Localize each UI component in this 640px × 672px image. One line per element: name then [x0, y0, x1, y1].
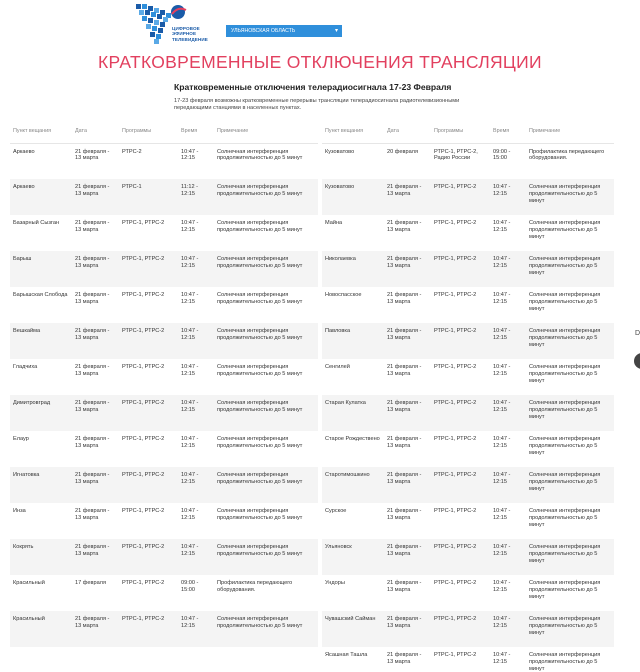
cell-time: 10:47 - 12:15: [493, 220, 511, 233]
cell-programs: РТРС-1, РТРС-2: [119, 539, 178, 575]
cell-date: 21 февраля - 13 марта: [384, 467, 431, 503]
table-row: [10, 575, 318, 611]
cell-date: 21 февраля - 13 марта: [75, 508, 110, 521]
cell-time: 10:47 - 12:15: [490, 611, 526, 647]
cell-date: 21 февраля - 13 марта: [387, 292, 422, 305]
cell-programs: РТРС-1, РТРС-2: [434, 292, 477, 298]
cell-programs: РТРС-1, РТРС-2: [122, 220, 165, 226]
cell-time: 10:47 - 12:15: [493, 652, 511, 665]
cell-date: 17 февраля: [75, 580, 106, 586]
cell-place: Старотимошкино: [322, 467, 384, 503]
cell-note: Солнечная интерференция продолжительностью до 5 минут: [217, 436, 303, 449]
page-title: КРАТКОВРЕМЕННЫЕ ОТКЛЮЧЕНИЯ ТРАНСЛЯЦИИ: [98, 52, 542, 72]
cell-programs: РТРС-1, РТРС-2: [122, 436, 165, 442]
cell-note: Солнечная интерференция продолжительностью до 5 минут: [214, 251, 318, 287]
cell-time: 10:47 - 12:15: [493, 436, 511, 449]
table-row: [322, 287, 614, 323]
cell-time: 10:47 - 12:15: [181, 364, 199, 377]
cell-date: 21 февраля - 13 марта: [384, 179, 431, 215]
cell-time: 10:47 - 12:15: [178, 611, 214, 647]
table-row: [322, 611, 614, 647]
table-row: [10, 179, 318, 215]
cell-date: 21 февраля - 13 марта: [387, 436, 422, 449]
cell-place: Гладчиха: [13, 364, 38, 370]
cell-place: Старое Рождествено: [325, 436, 380, 442]
cell-note: Солнечная интерференция продолжительностью до 5 минут: [526, 611, 614, 647]
cell-time: 10:47 - 12:15: [490, 467, 526, 503]
cell-programs: РТРС-1, РТРС-2: [119, 251, 178, 287]
table-row: [322, 647, 614, 672]
cell-note: Профилактика передающего оборудования.: [217, 580, 293, 593]
cell-programs: РТРС-1, РТРС-2: [119, 467, 178, 503]
cell-note: Солнечная интерференция продолжительностью до 5 минут: [214, 611, 318, 647]
cell-date: 21 февраля - 13 марта: [384, 611, 431, 647]
table-row: [10, 323, 318, 359]
cell-note: Солнечная интерференция продолжительностью до 5 минут: [529, 508, 601, 528]
cell-note: Солнечная интерференция продолжительностью до 5 минут: [529, 292, 601, 312]
cell-note: Солнечная интерференция продолжительностью до 5 минут: [214, 467, 318, 503]
cell-place: Ундоры: [325, 580, 345, 586]
cell-time: 10:47 - 12:15: [178, 323, 214, 359]
cell-date: 21 февраля - 13 марта: [75, 364, 110, 377]
cell-programs: РТРС-1, РТРС-2: [122, 580, 165, 586]
cell-note: Солнечная интерференция продолжительностью до 5 минут: [217, 508, 303, 521]
cell-time: 10:47 - 12:15: [490, 179, 526, 215]
table-row: [322, 215, 614, 251]
cell-date: 21 февраля - 13 марта: [72, 611, 119, 647]
cell-note: Солнечная интерференция продолжительностью до 5 минут: [526, 323, 614, 359]
cell-time: 10:47 - 12:15: [490, 323, 526, 359]
table-row: [10, 359, 318, 395]
cell-programs: РТРС-1, РТРС-2: [431, 179, 490, 215]
table-row: [322, 575, 614, 611]
cell-note: Солнечная интерференция продолжительностью до 5 минут: [529, 652, 601, 672]
table-row: [322, 431, 614, 467]
region-select-label: УЛЬЯНОВСКАЯ ОБЛАСТЬ: [231, 28, 296, 34]
cell-place: Барыш: [10, 251, 72, 287]
cell-programs: РТРС-1, РТРС-2: [434, 220, 477, 226]
cell-place: Кокрять: [10, 539, 72, 575]
table-row: [10, 395, 318, 431]
intro-text: 17-23 февраля возможны кратковременные перерывы трансляции телерадиосигнала радиотелевизионными передающими станциями в населенных пунктах.: [174, 98, 460, 111]
cell-time: 10:47 - 12:15: [493, 580, 511, 593]
cell-programs: РТРС-1, РТРС-2, Радио России: [434, 148, 478, 162]
cell-date: 21 февраля - 13 марта: [72, 323, 119, 359]
cell-date: 21 февраля - 13 марта: [384, 395, 431, 431]
table-row: [322, 179, 614, 215]
cell-programs: РТРС-1, РТРС-2: [434, 364, 477, 370]
table-row: [10, 143, 318, 179]
cell-programs: РТРС-2: [122, 148, 142, 155]
table-row: [322, 143, 614, 179]
cell-programs: РТРС-1, РТРС-2: [119, 611, 178, 647]
cell-place: Красильный: [10, 611, 72, 647]
cell-programs: РТРС-1, РТРС-2: [431, 539, 490, 575]
cell-date: 21 февраля - 13 марта: [75, 292, 110, 305]
column-header: Пункт вещания: [322, 124, 384, 143]
cell-programs: РТРС-1, РТРС-2: [122, 508, 165, 514]
cell-note: Солнечная интерференция продолжительностью до 5 минут: [214, 539, 318, 575]
cell-programs: РТРС-1, РТРС-2: [431, 467, 490, 503]
cell-time: 10:47 - 12:15: [493, 364, 511, 377]
cell-date: 21 февраля - 13 марта: [387, 508, 422, 521]
cell-time: 09:00 - 15:00: [181, 580, 199, 593]
column-header: Примечание: [214, 124, 318, 143]
cell-note: Солнечная интерференция продолжительностью до 5 минут: [526, 179, 614, 215]
cell-note: Солнечная интерференция продолжительностью до 5 минут: [529, 364, 601, 384]
cell-time: 10:47 - 12:15: [181, 292, 199, 305]
cell-place: Игнатовка: [10, 467, 72, 503]
cell-time: 10:47 - 12:15: [493, 508, 511, 521]
column-header: Программы: [119, 124, 178, 143]
cell-time: 10:47 - 12:15: [178, 539, 214, 575]
cell-note: Солнечная интерференция продолжительностью до 5 минут: [529, 436, 601, 456]
cell-time: 10:47 - 12:15: [490, 539, 526, 575]
cell-date: 21 февраля - 13 марта: [384, 323, 431, 359]
cell-place: Новоспасское: [325, 292, 362, 298]
cell-programs: РТРС-1, РТРС-2: [434, 436, 477, 442]
cell-date: 21 февраля - 13 марта: [75, 220, 110, 233]
cell-place: Ясашная Ташла: [325, 652, 368, 658]
cell-programs: РТРС-1, РТРС-2: [119, 395, 178, 431]
table-row: [322, 323, 614, 359]
cell-date: 21 февраля - 13 марта: [387, 652, 422, 665]
cell-time: 10:47 - 12:15: [490, 395, 526, 431]
cell-note: Солнечная интерференция продолжительностью до 5 минут: [526, 539, 614, 575]
cell-date: 20 февраля: [387, 148, 418, 155]
cell-date: 21 февраля - 13 марта: [387, 220, 422, 233]
cell-place: Николаевка: [322, 251, 384, 287]
cell-date: 21 февраля - 13 марта: [75, 436, 110, 449]
table-row: [10, 611, 318, 647]
cell-place: Димитровград: [10, 395, 72, 431]
column-header: Время: [178, 124, 214, 143]
table-row: [322, 395, 614, 431]
cell-place: Старая Кулатка: [322, 395, 384, 431]
cell-place: Сурское: [325, 508, 347, 514]
cell-place: Аркаево: [10, 179, 72, 215]
scroll-handle-icon[interactable]: [634, 353, 640, 369]
table-row: [322, 251, 614, 287]
cell-place: Ульяновск: [322, 539, 384, 575]
table-row: [10, 431, 318, 467]
cell-place: Елаур: [13, 436, 29, 442]
cell-note: Солнечная интерференция продолжительностью до 5 минут: [214, 179, 318, 215]
cell-note: Профилактика передающего оборудования.: [529, 148, 605, 162]
cell-note: Солнечная интерференция продолжительностью до 5 минут: [217, 364, 303, 377]
cell-place: Сенгилей: [325, 364, 350, 370]
cell-date: 21 февраля - 13 марта: [72, 395, 119, 431]
cell-programs: РТРС-1: [119, 179, 178, 215]
cell-note: Солнечная интерференция продолжительностью до 5 минут: [529, 580, 601, 600]
cell-date: 21 февраля - 13 марта: [72, 251, 119, 287]
cell-note: Солнечная интерференция продолжительностью до 5 минут: [217, 292, 303, 305]
table-row: [10, 539, 318, 575]
region-select[interactable]: [226, 25, 342, 37]
cell-time: 10:47 - 12:15: [181, 436, 199, 449]
cell-programs: РТРС-1, РТРС-2: [431, 323, 490, 359]
cell-programs: РТРС-1, РТРС-2: [431, 611, 490, 647]
cell-note: Солнечная интерференция продолжительностью до 5 минут: [526, 251, 614, 287]
cell-date: 21 февраля - 13 марта: [387, 580, 422, 593]
cell-time: 10:47 - 12:15: [490, 251, 526, 287]
cell-place: Чувашский Сайман: [322, 611, 384, 647]
cell-time: 09:00 - 15:00: [493, 148, 511, 162]
column-header: Дата: [384, 124, 431, 143]
table-header-row: [322, 124, 614, 143]
cell-place: Павловка: [322, 323, 384, 359]
table-row: [322, 467, 614, 503]
cell-programs: РТРС-1, РТРС-2: [122, 364, 165, 370]
cell-time: 10:47 - 12:15: [178, 467, 214, 503]
cell-time: 10:47 - 12:15: [181, 508, 199, 521]
outage-table-right: [322, 124, 614, 672]
cell-programs: РТРС-1, РТРС-2: [431, 395, 490, 431]
table-row: [322, 539, 614, 575]
cell-time: 10:47 - 12:15: [178, 395, 214, 431]
cell-time: 11:12 - 12:15: [178, 179, 214, 215]
cell-date: 21 февраля - 13 марта: [384, 251, 431, 287]
cell-place: Красильный: [13, 580, 45, 586]
cell-programs: РТРС-1, РТРС-2: [122, 292, 165, 298]
cell-place: Кузоватово: [322, 179, 384, 215]
logo-caption: ЦИФРОВОЕ ЭФИРНОЕ ТЕЛЕВИДЕНИЕ: [172, 26, 208, 42]
cell-date: 21 февраля - 13 марта: [387, 364, 422, 377]
section-heading: Кратковременные отключения телерадиосигнала 17-23 Февраля: [174, 82, 452, 92]
cell-programs: РТРС-1, РТРС-2: [119, 323, 178, 359]
cell-note: Солнечная интерференция продолжительностью до 5 минут: [217, 220, 303, 233]
cell-note: Солнечная интерференция продолжительностью до 5 минут: [526, 467, 614, 503]
cell-date: 21 февраля - 13 марта: [384, 539, 431, 575]
cell-note: Солнечная интерференция продолжительностью до 5 минут: [214, 395, 318, 431]
table-row: [10, 287, 318, 323]
cell-programs: РТРС-1, РТРС-2: [431, 251, 490, 287]
column-header: Время: [490, 124, 526, 143]
column-header: Примечание: [526, 124, 614, 143]
cell-note: Солнечная интерференция продолжительностью до 5 минут: [529, 220, 601, 240]
cell-place: Базарный Сызган: [13, 220, 60, 226]
table-row: [10, 467, 318, 503]
cell-time: 10:47 - 12:15: [181, 220, 199, 233]
table-row: [322, 503, 614, 539]
cell-programs: РТРС-1, РТРС-2: [434, 580, 477, 586]
cell-place: Барышская Слобода: [13, 292, 68, 298]
column-header: Дата: [72, 124, 119, 143]
cell-time: 10:47 - 12:15: [493, 292, 511, 305]
outage-table-left: [10, 124, 318, 647]
table-header-row: [10, 124, 318, 143]
edge-letter: D: [634, 330, 640, 337]
cell-date: 21 февраля - 13 марта: [72, 467, 119, 503]
cell-place: Инза: [13, 508, 26, 514]
cell-note: Солнечная интерференция продолжительностью до 5 минут: [217, 148, 303, 162]
cell-place: Вешкайма: [10, 323, 72, 359]
chevron-down-icon: ▾: [334, 28, 338, 34]
cell-programs: РТРС-1, РТРС-2: [434, 652, 477, 658]
cell-place: Аркаево: [13, 148, 35, 155]
cell-date: 21 февраля - 13 марта: [72, 539, 119, 575]
cell-date: 21 февраля - 13 марта: [75, 148, 110, 162]
cell-place: Майна: [325, 220, 343, 226]
table-row: [10, 251, 318, 287]
cell-programs: РТРС-1, РТРС-2: [434, 508, 477, 514]
table-row: [10, 503, 318, 539]
table-row: [322, 359, 614, 395]
cell-time: 10:47 - 12:15: [181, 148, 199, 162]
cell-note: Солнечная интерференция продолжительностью до 5 минут: [214, 323, 318, 359]
cell-place: Кузоватово: [325, 148, 355, 155]
cell-date: 21 февраля - 13 марта: [72, 179, 119, 215]
cell-time: 10:47 - 12:15: [178, 251, 214, 287]
cell-note: Солнечная интерференция продолжительностью до 5 минут: [526, 395, 614, 431]
table-row: [10, 215, 318, 251]
column-header: Программы: [431, 124, 490, 143]
column-header: Пункт вещания: [10, 124, 72, 143]
